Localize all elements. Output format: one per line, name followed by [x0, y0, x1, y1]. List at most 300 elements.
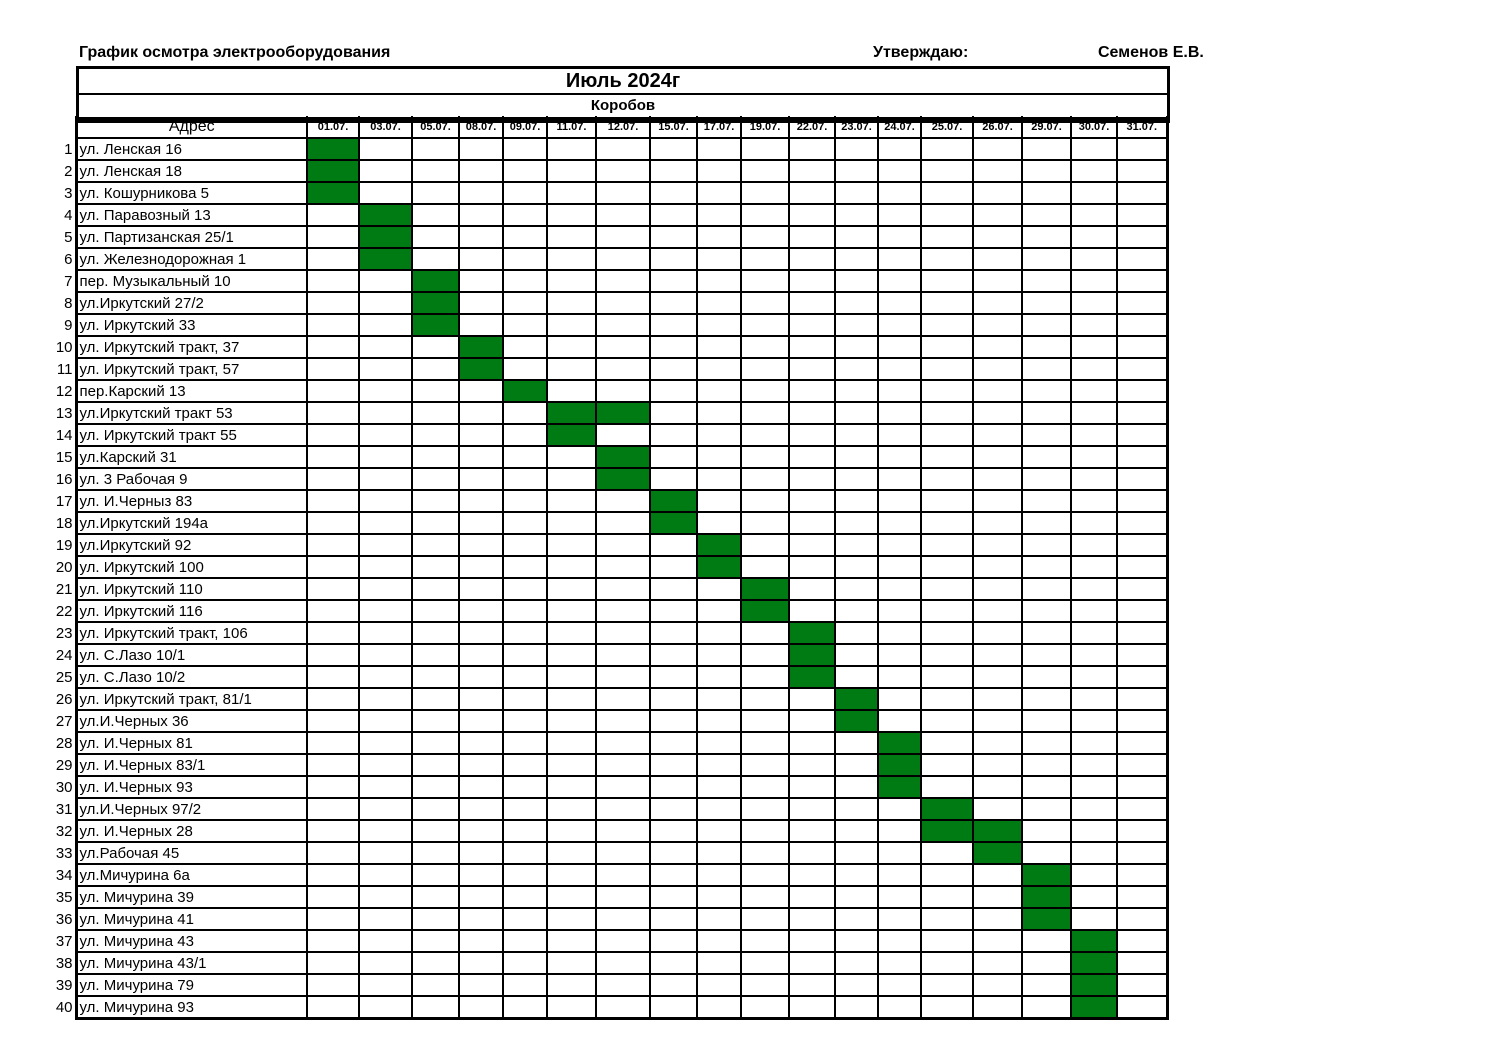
- schedule-cell: [741, 732, 789, 754]
- schedule-cell: [973, 666, 1022, 688]
- schedule-cell: [1071, 380, 1117, 402]
- schedule-cell: [1117, 688, 1167, 710]
- schedule-cell: [596, 776, 650, 798]
- address-cell: ул. Паравозный 13: [76, 204, 307, 226]
- schedule-cell: [789, 974, 835, 996]
- schedule-cell: [741, 380, 789, 402]
- scheduled-cell: [547, 424, 596, 446]
- table-row: [52, 798, 1167, 820]
- table-row: [52, 930, 1167, 952]
- schedule-cell: [741, 402, 789, 424]
- schedule-cell: [878, 490, 921, 512]
- schedule-cell: [459, 314, 503, 336]
- schedule-cell: [547, 820, 596, 842]
- schedule-cell: [1117, 930, 1167, 952]
- row-number: 18: [55, 514, 73, 532]
- address-cell: пер. Музыкальный 10: [76, 270, 307, 292]
- schedule-cell: [1117, 336, 1167, 358]
- address-cell: ул. Иркутский тракт, 37: [76, 336, 307, 358]
- schedule-cell: [1117, 182, 1167, 204]
- schedule-cell: [359, 996, 412, 1019]
- schedule-cell: [307, 886, 359, 908]
- schedule-cell: [503, 292, 547, 314]
- schedule-cell: [359, 490, 412, 512]
- schedule-cell: [596, 424, 650, 446]
- schedule-cell: [1022, 710, 1071, 732]
- responsible-name: Коробов: [79, 95, 1167, 120]
- schedule-cell: [650, 688, 697, 710]
- row-number: 14: [55, 426, 73, 444]
- schedule-cell: [459, 820, 503, 842]
- schedule-cell: [503, 732, 547, 754]
- schedule-cell: [835, 996, 878, 1019]
- schedule-cell: [307, 292, 359, 314]
- schedule-cell: [1117, 314, 1167, 336]
- schedule-cell: [650, 798, 697, 820]
- schedule-cell: [1117, 710, 1167, 732]
- schedule-cell: [596, 622, 650, 644]
- schedule-cell: [412, 930, 459, 952]
- address-cell: ул. Мичурина 43: [76, 930, 307, 952]
- schedule-cell: [359, 842, 412, 864]
- schedule-cell: [1022, 314, 1071, 336]
- schedule-cell: [835, 424, 878, 446]
- schedule-cell: [789, 710, 835, 732]
- schedule-cell: [697, 270, 741, 292]
- schedule-cell: [1117, 490, 1167, 512]
- schedule-cell: [650, 600, 697, 622]
- table-row: [52, 248, 1167, 270]
- row-number: 40: [55, 998, 73, 1016]
- schedule-cell: [1022, 754, 1071, 776]
- schedule-cell: [1022, 380, 1071, 402]
- row-number-header: [52, 116, 76, 138]
- schedule-cell: [1022, 798, 1071, 820]
- schedule-cell: [596, 226, 650, 248]
- schedule-cell: [650, 644, 697, 666]
- schedule-cell: [547, 512, 596, 534]
- schedule-cell: [697, 160, 741, 182]
- scheduled-cell: [973, 842, 1022, 864]
- schedule-cell: [1117, 358, 1167, 380]
- schedule-cell: [741, 710, 789, 732]
- schedule-cell: [1117, 138, 1167, 160]
- schedule-cell: [835, 974, 878, 996]
- schedule-cell: [503, 644, 547, 666]
- schedule-cell: [307, 864, 359, 886]
- schedule-cell: [459, 908, 503, 930]
- schedule-cell: [973, 556, 1022, 578]
- schedule-cell: [835, 336, 878, 358]
- schedule-cell: [1117, 842, 1167, 864]
- scheduled-cell: [697, 556, 741, 578]
- schedule-cell: [878, 446, 921, 468]
- schedule-cell: [1117, 600, 1167, 622]
- schedule-cell: [547, 666, 596, 688]
- schedule-cell: [697, 402, 741, 424]
- schedule-cell: [921, 688, 973, 710]
- schedule-cell: [1071, 490, 1117, 512]
- table-row: [52, 754, 1167, 776]
- scheduled-cell: [412, 292, 459, 314]
- table-row: [52, 380, 1167, 402]
- schedule-cell: [359, 864, 412, 886]
- schedule-cell: [503, 204, 547, 226]
- schedule-cell: [1071, 842, 1117, 864]
- schedule-cell: [307, 578, 359, 600]
- schedule-cell: [359, 930, 412, 952]
- schedule-cell: [503, 226, 547, 248]
- address-cell: ул. Мичурина 39: [76, 886, 307, 908]
- schedule-cell: [741, 886, 789, 908]
- schedule-cell: [547, 886, 596, 908]
- schedule-cell: [789, 204, 835, 226]
- schedule-cell: [547, 160, 596, 182]
- address-cell: ул.Карский 31: [76, 446, 307, 468]
- address-cell: ул. Мичурина 79: [76, 974, 307, 996]
- row-number: 28: [55, 734, 73, 752]
- schedule-cell: [835, 864, 878, 886]
- schedule-cell: [412, 600, 459, 622]
- schedule-cell: [459, 490, 503, 512]
- schedule-cell: [503, 622, 547, 644]
- schedule-cell: [503, 182, 547, 204]
- schedule-cell: [412, 974, 459, 996]
- date-header-17: 30.07.: [1071, 116, 1117, 138]
- schedule-cell: [741, 666, 789, 688]
- schedule-cell: [596, 578, 650, 600]
- schedule-cell: [547, 446, 596, 468]
- schedule-cell: [1071, 710, 1117, 732]
- schedule-cell: [307, 336, 359, 358]
- schedule-cell: [650, 204, 697, 226]
- schedule-cell: [596, 490, 650, 512]
- schedule-cell: [412, 182, 459, 204]
- schedule-cell: [697, 864, 741, 886]
- schedule-cell: [835, 380, 878, 402]
- schedule-cell: [412, 556, 459, 578]
- schedule-cell: [547, 776, 596, 798]
- schedule-cell: [741, 930, 789, 952]
- schedule-cell: [1022, 600, 1071, 622]
- schedule-cell: [503, 952, 547, 974]
- date-header-9: 17.07.: [697, 116, 741, 138]
- schedule-cell: [650, 270, 697, 292]
- schedule-cell: [789, 886, 835, 908]
- scheduled-cell: [878, 732, 921, 754]
- schedule-cell: [412, 336, 459, 358]
- schedule-cell: [921, 358, 973, 380]
- schedule-cell: [789, 864, 835, 886]
- schedule-cell: [503, 930, 547, 952]
- schedule-cell: [789, 160, 835, 182]
- schedule-cell: [1117, 754, 1167, 776]
- schedule-cell: [596, 710, 650, 732]
- scheduled-cell: [878, 754, 921, 776]
- row-number: 31: [55, 800, 73, 818]
- schedule-cell: [1071, 160, 1117, 182]
- schedule-cell: [459, 248, 503, 270]
- schedule-cell: [547, 974, 596, 996]
- schedule-cell: [1022, 182, 1071, 204]
- schedule-cell: [741, 138, 789, 160]
- schedule-cell: [789, 996, 835, 1019]
- schedule-cell: [307, 490, 359, 512]
- schedule-cell: [459, 270, 503, 292]
- schedule-cell: [741, 754, 789, 776]
- schedule-cell: [921, 556, 973, 578]
- schedule-cell: [973, 864, 1022, 886]
- schedule-cell: [741, 336, 789, 358]
- schedule-cell: [547, 314, 596, 336]
- schedule-cell: [1022, 160, 1071, 182]
- schedule-cell: [835, 798, 878, 820]
- schedule-cell: [789, 512, 835, 534]
- address-cell: ул. Иркутский тракт 55: [76, 424, 307, 446]
- schedule-cell: [973, 534, 1022, 556]
- schedule-cell: [921, 160, 973, 182]
- address-cell: ул. Железнодорожная 1: [76, 248, 307, 270]
- address-cell: ул. Мичурина 43/1: [76, 952, 307, 974]
- schedule-cell: [741, 270, 789, 292]
- table-row: [52, 490, 1167, 512]
- schedule-cell: [1117, 732, 1167, 754]
- schedule-cell: [1071, 226, 1117, 248]
- address-cell: ул.И.Черных 36: [76, 710, 307, 732]
- schedule-cell: [878, 534, 921, 556]
- schedule-cell: [412, 710, 459, 732]
- schedule-cell: [921, 226, 973, 248]
- schedule-cell: [921, 710, 973, 732]
- schedule-cell: [307, 908, 359, 930]
- table-row: [52, 292, 1167, 314]
- schedule-cell: [596, 314, 650, 336]
- schedule-cell: [547, 248, 596, 270]
- schedule-cell: [1071, 776, 1117, 798]
- schedule-cell: [1022, 930, 1071, 952]
- scheduled-cell: [878, 776, 921, 798]
- scheduled-cell: [741, 600, 789, 622]
- schedule-cell: [741, 204, 789, 226]
- scheduled-cell: [596, 446, 650, 468]
- table-row: [52, 952, 1167, 974]
- schedule-cell: [697, 622, 741, 644]
- schedule-cell: [789, 754, 835, 776]
- schedule-cell: [459, 952, 503, 974]
- schedule-cell: [307, 512, 359, 534]
- schedule-cell: [503, 138, 547, 160]
- schedule-cell: [596, 908, 650, 930]
- date-header-3: 05.07.: [412, 116, 459, 138]
- schedule-cell: [789, 182, 835, 204]
- schedule-cell: [307, 204, 359, 226]
- schedule-cell: [1071, 512, 1117, 534]
- schedule-cell: [697, 314, 741, 336]
- schedule-cell: [921, 490, 973, 512]
- schedule-cell: [1071, 798, 1117, 820]
- schedule-cell: [921, 776, 973, 798]
- schedule-cell: [1022, 578, 1071, 600]
- schedule-cell: [459, 974, 503, 996]
- schedule-cell: [1117, 666, 1167, 688]
- address-cell: ул. Иркутский тракт, 81/1: [76, 688, 307, 710]
- schedule-cell: [459, 930, 503, 952]
- schedule-cell: [1071, 292, 1117, 314]
- schedule-cell: [973, 798, 1022, 820]
- schedule-cell: [1071, 644, 1117, 666]
- schedule-cell: [1022, 952, 1071, 974]
- schedule-cell: [307, 446, 359, 468]
- schedule-cell: [1022, 842, 1071, 864]
- table-row: [52, 644, 1167, 666]
- schedule-cell: [459, 688, 503, 710]
- schedule-cell: [412, 424, 459, 446]
- schedule-cell: [1117, 248, 1167, 270]
- schedule-cell: [1022, 248, 1071, 270]
- schedule-cell: [547, 644, 596, 666]
- schedule-cell: [1022, 644, 1071, 666]
- schedule-cell: [878, 248, 921, 270]
- schedule-cell: [789, 732, 835, 754]
- schedule-cell: [459, 886, 503, 908]
- schedule-cell: [459, 754, 503, 776]
- schedule-cell: [459, 292, 503, 314]
- table-row: [52, 732, 1167, 754]
- schedule-cell: [1117, 974, 1167, 996]
- scheduled-cell: [921, 820, 973, 842]
- schedule-cell: [650, 446, 697, 468]
- schedule-cell: [973, 644, 1022, 666]
- schedule-cell: [547, 292, 596, 314]
- schedule-cell: [503, 842, 547, 864]
- schedule-cell: [650, 248, 697, 270]
- schedule-cell: [650, 402, 697, 424]
- schedule-cell: [697, 688, 741, 710]
- row-number: 23: [55, 624, 73, 642]
- schedule-cell: [547, 996, 596, 1019]
- schedule-cell: [921, 864, 973, 886]
- schedule-cell: [596, 358, 650, 380]
- schedule-cell: [412, 138, 459, 160]
- schedule-cell: [1071, 446, 1117, 468]
- schedule-cell: [412, 644, 459, 666]
- schedule-cell: [835, 732, 878, 754]
- schedule-cell: [1117, 886, 1167, 908]
- scheduled-cell: [359, 248, 412, 270]
- schedule-cell: [697, 512, 741, 534]
- table-row: [52, 688, 1167, 710]
- schedule-cell: [359, 886, 412, 908]
- schedule-cell: [359, 732, 412, 754]
- schedule-cell: [596, 930, 650, 952]
- schedule-cell: [459, 182, 503, 204]
- schedule-cell: [878, 864, 921, 886]
- schedule-cell: [1022, 226, 1071, 248]
- schedule-cell: [307, 930, 359, 952]
- address-cell: ул. С.Лазо 10/2: [76, 666, 307, 688]
- schedule-cell: [307, 820, 359, 842]
- address-cell: ул.Иркутский тракт 53: [76, 402, 307, 424]
- schedule-cell: [650, 226, 697, 248]
- schedule-cell: [307, 732, 359, 754]
- schedule-cell: [1117, 424, 1167, 446]
- schedule-cell: [878, 688, 921, 710]
- schedule-cell: [596, 754, 650, 776]
- schedule-cell: [412, 578, 459, 600]
- schedule-cell: [650, 292, 697, 314]
- schedule-cell: [596, 732, 650, 754]
- schedule-cell: [650, 336, 697, 358]
- schedule-cell: [359, 160, 412, 182]
- schedule-cell: [412, 468, 459, 490]
- schedule-cell: [459, 864, 503, 886]
- schedule-cell: [789, 138, 835, 160]
- table-row: [52, 358, 1167, 380]
- schedule-cell: [973, 380, 1022, 402]
- row-number: 13: [55, 404, 73, 422]
- schedule-cell: [835, 468, 878, 490]
- schedule-cell: [789, 468, 835, 490]
- address-cell: ул. Ленская 18: [76, 160, 307, 182]
- schedule-cell: [359, 710, 412, 732]
- table-row: [52, 864, 1167, 886]
- schedule-cell: [1022, 270, 1071, 292]
- row-number: 8: [64, 294, 73, 312]
- schedule-cell: [359, 798, 412, 820]
- schedule-cell: [503, 688, 547, 710]
- schedule-cell: [650, 534, 697, 556]
- schedule-cell: [1022, 336, 1071, 358]
- schedule-cell: [503, 886, 547, 908]
- schedule-cell: [359, 292, 412, 314]
- schedule-cell: [650, 908, 697, 930]
- schedule-cell: [1071, 402, 1117, 424]
- schedule-cell: [973, 358, 1022, 380]
- schedule-cell: [503, 600, 547, 622]
- date-header-18: 31.07.: [1117, 116, 1167, 138]
- schedule-cell: [503, 776, 547, 798]
- schedule-cell: [596, 600, 650, 622]
- schedule-cell: [1071, 688, 1117, 710]
- schedule-cell: [547, 138, 596, 160]
- schedule-grid: [0, 116, 1170, 1022]
- schedule-cell: [1071, 336, 1117, 358]
- scheduled-cell: [1022, 908, 1071, 930]
- schedule-cell: [789, 952, 835, 974]
- schedule-cell: [697, 996, 741, 1019]
- schedule-cell: [697, 446, 741, 468]
- table-row: [52, 556, 1167, 578]
- schedule-cell: [697, 886, 741, 908]
- schedule-cell: [878, 930, 921, 952]
- row-number: 37: [55, 932, 73, 950]
- schedule-cell: [459, 226, 503, 248]
- schedule-cell: [359, 314, 412, 336]
- schedule-cell: [547, 600, 596, 622]
- schedule-cell: [1022, 512, 1071, 534]
- schedule-cell: [973, 732, 1022, 754]
- schedule-cell: [547, 556, 596, 578]
- schedule-cell: [878, 952, 921, 974]
- schedule-cell: [503, 996, 547, 1019]
- schedule-cell: [789, 358, 835, 380]
- schedule-cell: [359, 446, 412, 468]
- row-number: 16: [55, 470, 73, 488]
- schedule-cell: [835, 754, 878, 776]
- address-cell: ул. Кошурникова 5: [76, 182, 307, 204]
- address-cell: ул. Иркутский 116: [76, 600, 307, 622]
- schedule-cell: [1022, 996, 1071, 1019]
